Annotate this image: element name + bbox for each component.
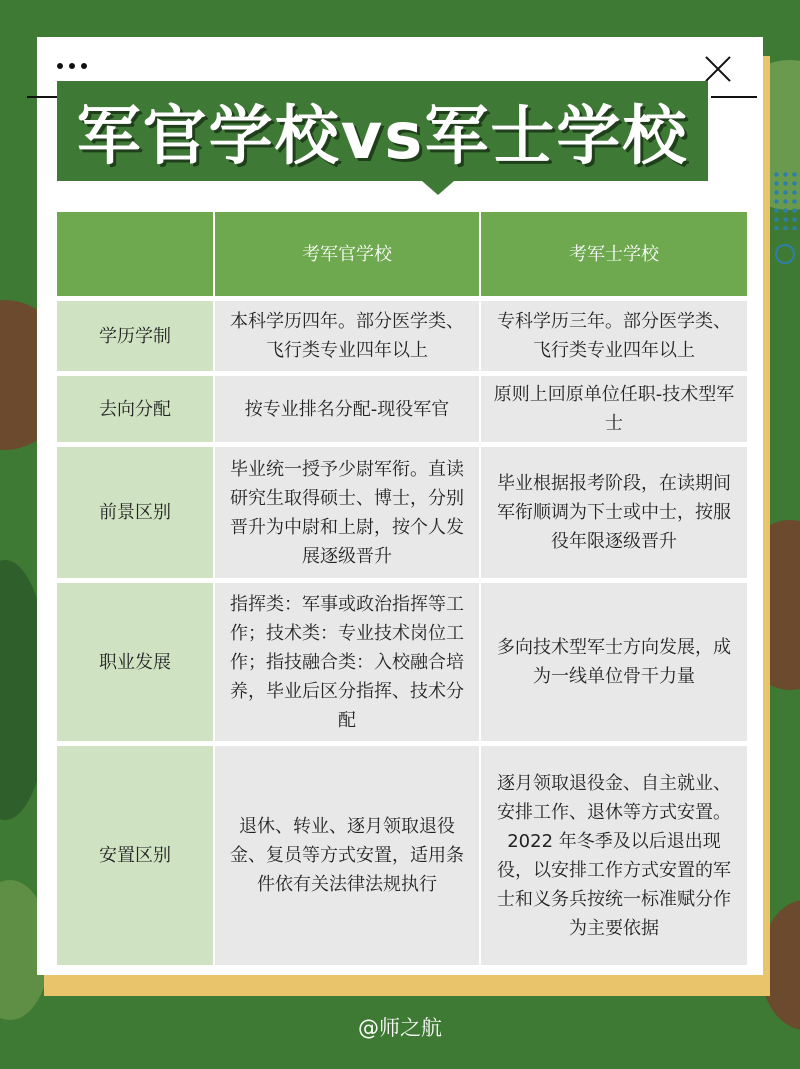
- nco-cell: 毕业根据报考阶段，在读期间军衔顺调为下士或中士，按服役年限逐级晋升: [481, 447, 747, 578]
- officer-cell: 指挥类：军事或政治指挥等工作；技术类：专业技术岗位工作；指技融合类：入校融合培养，毕业后区分指挥、技术分配: [215, 583, 479, 741]
- nco-cell: 逐月领取退役金、自主就业、安排工作、退休等方式安置。2022 年冬季及以后退出现役，以安排工作方式安置的军士和义务兵按统一标准赋分作为主要依据: [481, 746, 747, 965]
- author-watermark: @师之航: [358, 1016, 442, 1040]
- row-label: 安置区别: [57, 746, 213, 965]
- page-title: 军官学校vs军士学校: [76, 100, 689, 174]
- nco-cell: 多向技术型军士方向发展，成为一线单位骨干力量: [481, 583, 747, 741]
- officer-cell: 本科学历四年。部分医学类、飞行类专业四年以上: [215, 301, 479, 371]
- more-dots-icon[interactable]: [57, 63, 87, 69]
- officer-cell: 按专业排名分配-现役军官: [215, 376, 479, 442]
- comparison-table: [57, 212, 743, 965]
- officer-cell: 退休、转业、逐月领取退役金、复员等方式安置，适用条件依有关法律法规执行: [215, 746, 479, 965]
- nco-cell: 原则上回原单位任职-技术型军士: [481, 376, 747, 442]
- row-label: 学历学制: [57, 301, 213, 371]
- row-label: 前景区别: [57, 447, 213, 578]
- close-icon[interactable]: [704, 55, 732, 83]
- ring-decoration: [775, 244, 795, 264]
- title-banner: [57, 81, 708, 181]
- table-header-officer: 考军官学校: [215, 212, 479, 296]
- row-label: 职业发展: [57, 583, 213, 741]
- table-header-blank: [57, 212, 213, 296]
- table-header-nco: 考军士学校: [481, 212, 747, 296]
- divider: [711, 96, 757, 98]
- dot-pattern-decoration: [772, 170, 798, 230]
- content-card: [37, 37, 763, 975]
- nco-cell: 专科学历三年。部分医学类、飞行类专业四年以上: [481, 301, 747, 371]
- officer-cell: 毕业统一授予少尉军衔。直读研究生取得硕士、博士，分别晋升为中尉和上尉，按个人发展逐级晋升: [215, 447, 479, 578]
- row-label: 去向分配: [57, 376, 213, 442]
- banner-tail: [422, 181, 454, 195]
